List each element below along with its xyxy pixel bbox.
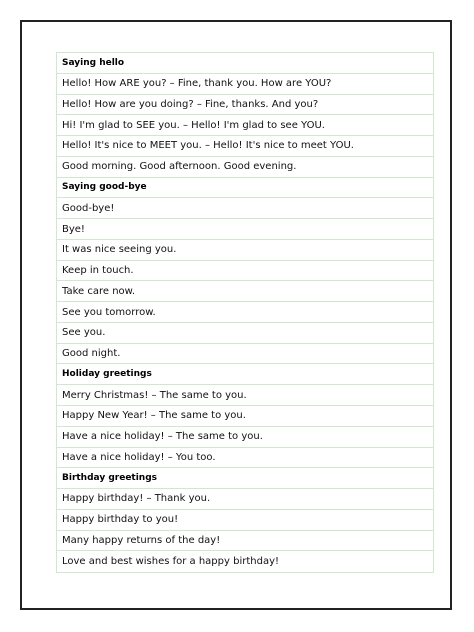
phrase-row: Keep in touch. [57,261,433,282]
phrase-row: Have a nice holiday! – The same to you. [57,427,433,448]
phrase-row: See you. [57,323,433,344]
phrase-row: Good night. [57,344,433,365]
section-header-birthday-greetings: Birthday greetings [57,468,433,489]
section-header-saying-hello: Saying hello [57,53,433,74]
phrase-row: Hello! How ARE you? – Fine, thank you. How are YOU? [57,74,433,95]
phrase-row: Have a nice holiday! – You too. [57,448,433,469]
phrase-row: Merry Christmas! – The same to you. [57,385,433,406]
phrase-row: Bye! [57,219,433,240]
phrase-row: Good-bye! [57,198,433,219]
phrase-row: Hello! It's nice to MEET you. – Hello! It's nice to meet YOU. [57,136,433,157]
phrase-row: Good morning. Good afternoon. Good evening. [57,157,433,178]
phrase-row: Hi! I'm glad to SEE you. – Hello! I'm glad to see YOU. [57,115,433,136]
section-header-holiday-greetings: Holiday greetings [57,364,433,385]
phrase-row: Happy birthday to you! [57,510,433,531]
section-header-saying-good-bye: Saying good-bye [57,178,433,199]
phrase-row: It was nice seeing you. [57,240,433,261]
phrase-row: Happy birthday! – Thank you. [57,489,433,510]
phrase-row: See you tomorrow. [57,302,433,323]
phrase-row: Many happy returns of the day! [57,531,433,552]
phrase-row: Take care now. [57,281,433,302]
phrase-row: Happy New Year! – The same to you. [57,406,433,427]
phrase-table [56,52,434,573]
phrase-row: Love and best wishes for a happy birthday! [62,556,280,568]
phrase-row: Hello! How are you doing? – Fine, thanks. And you? [57,95,433,116]
